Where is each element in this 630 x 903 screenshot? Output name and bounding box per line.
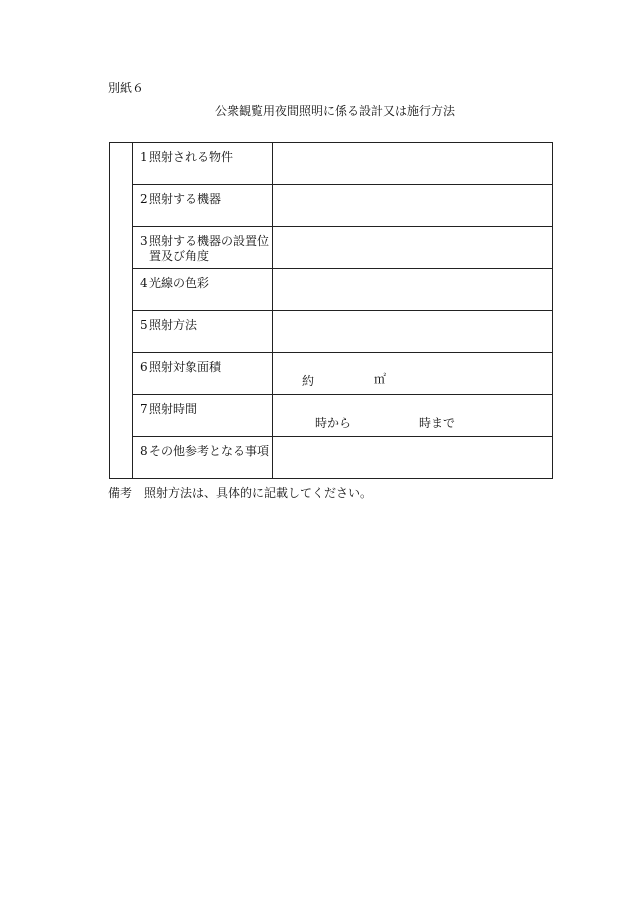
document-title: 公衆観覧用夜間照明に係る設計又は施行方法 (214, 104, 455, 118)
item-label-cell (133, 395, 273, 437)
item-number: 6 (140, 360, 148, 374)
target-area-field[interactable] (273, 353, 553, 395)
remarks (108, 486, 372, 500)
lighting-equipment-field[interactable] (273, 185, 553, 227)
remarks-heading: 備考 (108, 486, 133, 500)
form-row-target-area (110, 353, 553, 395)
item-label: 照射方法 (149, 318, 198, 332)
square-meter-unit: ㎡ (374, 372, 387, 386)
item-number: 8 (140, 444, 148, 458)
item-number: 4 (140, 276, 148, 290)
item-label: 照射対象面積 (149, 360, 222, 374)
time-to-label: 時まで (419, 416, 456, 430)
item-label-cell (133, 143, 273, 185)
lighting-form-table (109, 142, 553, 479)
item-label-cell (133, 311, 273, 353)
item-number: 3 (140, 234, 148, 248)
illuminated-object-field[interactable] (273, 143, 553, 185)
item-label: 照射される物件 (149, 150, 234, 164)
item-label-cell (133, 269, 273, 311)
document-label: 別紙６ (108, 81, 145, 95)
left-margin-column (110, 143, 133, 479)
item-label-continuation: 置及び角度 (149, 249, 210, 263)
item-number: 1 (140, 150, 148, 164)
item-number: 5 (140, 318, 148, 332)
other-notes-field[interactable] (273, 437, 553, 479)
item-number: 2 (140, 192, 148, 206)
light-color-field[interactable] (273, 269, 553, 311)
item-label: 光線の色彩 (149, 276, 210, 290)
lighting-method-field[interactable] (273, 311, 553, 353)
item-label: その他参考となる事項 (149, 444, 270, 458)
form-row-installation-position (110, 227, 553, 269)
item-label: 照射する機器の設置位 (149, 234, 270, 248)
item-label: 照射時間 (149, 402, 198, 416)
lighting-time-field[interactable] (273, 395, 553, 437)
item-number: 7 (140, 402, 148, 416)
item-label: 照射する機器 (149, 192, 222, 206)
installation-position-field[interactable] (273, 227, 553, 269)
form-row-lighting-method (110, 311, 553, 353)
item-label-cell (133, 437, 273, 479)
form-row-light-color (110, 269, 553, 311)
form-row-lighting-time (110, 395, 553, 437)
remarks-text: 照射方法は、具体的に記載してください。 (144, 486, 373, 500)
form-row-other-notes (110, 437, 553, 479)
item-label-cell (133, 185, 273, 227)
item-label-cell (133, 353, 273, 395)
form-row-lighting-equipment (110, 185, 553, 227)
approx-prefix: 約 (302, 374, 315, 388)
form-row-illuminated-object (110, 143, 553, 185)
item-label-cell (133, 227, 273, 269)
time-from-label: 時から (315, 416, 352, 430)
